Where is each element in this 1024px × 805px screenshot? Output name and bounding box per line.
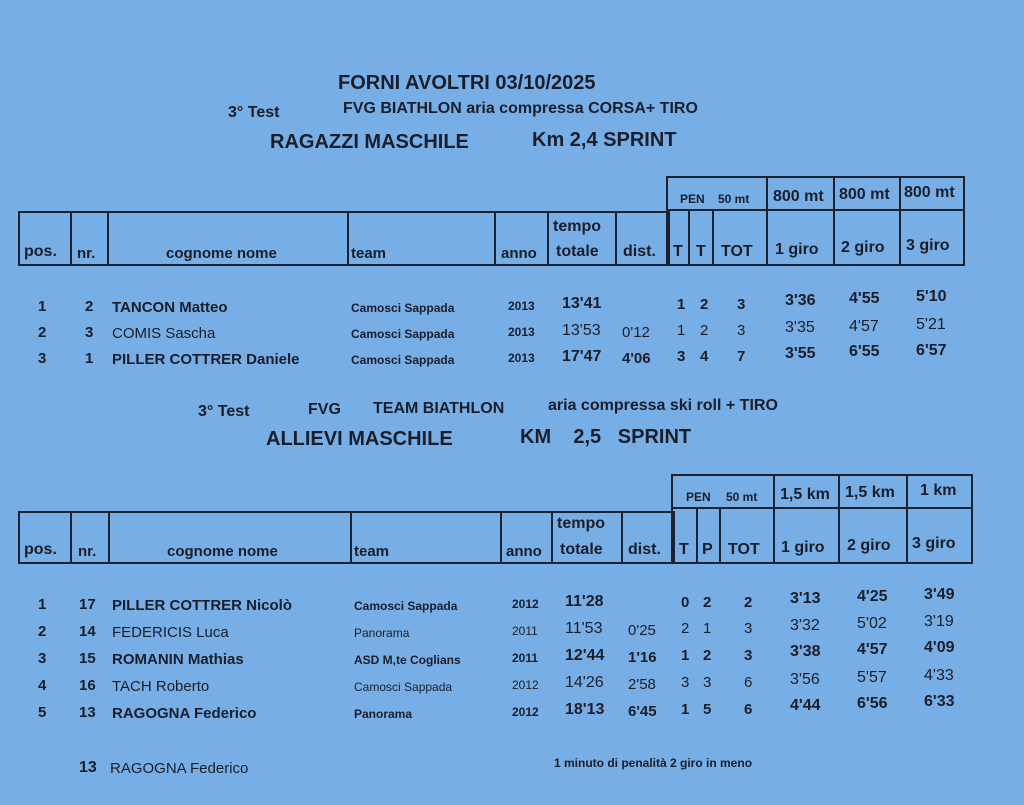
category-title: RAGAZZI MASCHILE [270,131,469,153]
cell-name: TACH Roberto [112,678,210,695]
col-lap1: 1 giro [781,539,825,556]
col-team: team [354,543,390,560]
col-name: cognome nome [167,543,278,560]
footnote-note: 1 minuto di penalità 2 giro in meno [554,756,753,770]
cell-dist: 0'12 [622,324,650,341]
cell-lap1: 3'35 [785,319,815,336]
col-lap3: 3 giro [906,237,950,254]
cell-name: ROMANIN Mathias [112,651,244,668]
cell-lap2: 5'57 [857,669,887,686]
cell-tot: 3 [744,647,753,664]
cell-anno: 2012 [512,597,539,611]
header-divider [671,507,973,509]
col-sep [500,511,502,564]
cell-team: Camosci Sappada [351,327,455,341]
cell-anno: 2013 [508,351,535,365]
cell-team: Camosci Sappada [354,680,453,694]
section2-distance: KM 2,5 SPRINT [520,426,692,448]
cell-lap1: 4'44 [790,697,821,714]
cell-tempo: 11'28 [565,593,604,610]
header-divider [666,209,965,211]
cell-lap2: 6'55 [849,343,880,360]
col-pos: pos. [24,243,57,260]
cell-lap2: 4'25 [857,588,888,605]
cell-team: Camosci Sappada [351,301,455,315]
cell-pos: 2 [38,623,47,640]
cell-anno: 2011 [512,624,538,638]
col-lap2-dist: 800 mt [839,186,890,203]
cell-team: Camosci Sappada [351,353,455,367]
cell-pen1: 3 [677,348,686,365]
cell-tot: 3 [737,322,746,339]
col-sep [347,211,349,266]
cell-name: PILLER COTTRER Nicolò [112,597,292,614]
col-sep [773,474,775,564]
cell-tempo: 13'53 [562,322,601,339]
col-t1: T [673,243,683,260]
section2-category: ALLIEVI MASCHILE [266,428,453,450]
cell-pen1: 0 [681,594,690,611]
cell-anno: 2013 [508,299,535,313]
col-pos: pos. [24,541,57,558]
col-sep [688,209,690,266]
col-sep [696,507,698,564]
cell-pen1: 3 [681,674,690,691]
col-sep [615,211,617,266]
cell-tot: 7 [737,348,746,365]
cell-pen1: 1 [677,296,686,313]
col-sep [551,511,553,564]
col-pen-dist: 50 mt [726,490,758,504]
cell-name: TANCON Matteo [112,299,228,316]
cell-dist: 1'16 [628,649,657,666]
col-nr: nr. [78,543,97,560]
col-sep [673,511,675,564]
col-lap3: 3 giro [912,535,956,552]
cell-pos: 4 [38,677,47,694]
cell-pen1: 1 [681,701,690,718]
col-pen: PEN [686,490,711,504]
col-totale: totale [560,541,603,558]
cell-anno: 2013 [508,325,535,339]
col-sep [906,474,908,564]
cell-lap1: 3'32 [790,617,820,634]
col-totale: totale [556,243,599,260]
cell-nr: 15 [79,650,96,667]
cell-lap3: 5'21 [916,316,946,333]
cell-nr: 16 [79,677,96,694]
col-tempo: tempo [557,515,605,532]
cell-nr: 17 [79,596,96,613]
cell-tot: 6 [744,701,753,718]
cell-lap1: 3'56 [790,671,820,688]
cell-pen1: 1 [681,647,690,664]
col-lap2: 2 giro [841,239,885,256]
col-tot: TOT [728,541,760,558]
cell-pen2: 1 [703,620,712,637]
col-lap1: 1 giro [775,241,819,258]
cell-lap2: 6'56 [857,695,888,712]
cell-nr: 14 [79,623,96,640]
cell-team: Panorama [354,626,410,640]
cell-pen2: 2 [703,647,712,664]
col-sep [712,209,714,266]
test-label: 3° Test [228,104,280,121]
cell-nr: 2 [85,298,94,315]
cell-nr: 3 [85,324,94,341]
cell-anno: 2012 [512,705,539,719]
cell-pos: 1 [38,596,47,613]
col-nr: nr. [77,245,96,262]
cell-tempo: 11'53 [565,620,603,637]
cell-dist: 6'45 [628,703,657,720]
section2-event2: aria compressa ski roll + TIRO [548,397,778,414]
cell-lap1: 3'38 [790,643,821,660]
col-lap1-dist: 1,5 km [780,486,830,503]
col-pen: PEN [680,192,705,206]
cell-team: Panorama [354,707,413,721]
col-sep [70,211,72,266]
cell-pen2: 4 [700,348,709,365]
cell-pen2: 5 [703,701,712,718]
cell-lap3: 4'33 [924,667,954,684]
cell-lap1: 3'13 [790,590,821,607]
cell-pen2: 3 [703,674,712,691]
cell-lap2: 5'02 [857,615,887,632]
distance-title: Km 2,4 SPRINT [532,129,677,151]
col-sep [899,176,901,266]
cell-pen2: 2 [700,322,709,339]
col-sep [350,511,352,564]
col-p: P [702,541,713,558]
cell-lap2: 4'57 [849,318,879,335]
cell-pos: 3 [38,350,47,367]
cell-pen2: 2 [703,594,712,611]
section2-test: 3° Test [198,403,250,420]
cell-pen1: 2 [681,620,690,637]
cell-dist: 2'58 [628,676,656,693]
cell-tot: 2 [744,594,753,611]
cell-pos: 3 [38,650,47,667]
col-team: team [351,245,387,262]
col-anno: anno [501,245,537,262]
cell-lap2: 4'57 [857,641,888,658]
cell-name: COMIS Sascha [112,325,216,342]
col-lap2: 2 giro [847,537,891,554]
section2-event: TEAM BIATHLON [373,400,505,417]
col-dist: dist. [628,541,661,558]
cell-lap1: 3'55 [785,345,816,362]
col-t1: T [679,541,689,558]
cell-lap3: 6'57 [916,342,947,359]
cell-pos: 2 [38,324,47,341]
cell-nr: 1 [85,350,94,367]
col-anno: anno [506,543,542,560]
cell-lap1: 3'36 [785,292,816,309]
cell-name: PILLER COTTRER Daniele [112,351,300,368]
col-tempo: tempo [553,218,601,235]
cell-pen2: 2 [700,296,709,313]
col-sep [621,511,623,564]
col-sep [494,211,496,266]
cell-tot: 3 [737,296,746,313]
col-lap2-dist: 1,5 km [845,484,895,501]
cell-tot: 6 [744,674,753,691]
col-lap1-dist: 800 mt [773,188,824,205]
cell-name: RAGOGNA Federico [112,705,257,722]
col-sep [838,474,840,564]
cell-tempo: 18'13 [565,701,605,718]
cell-nr: 13 [79,704,96,721]
cell-dist: 4'06 [622,350,651,367]
col-name: cognome nome [166,245,277,262]
cell-anno: 2012 [512,678,539,692]
col-sep [547,211,549,266]
cell-tempo: 17'47 [562,348,602,365]
cell-pen1: 1 [677,322,686,339]
col-tot: TOT [721,243,753,260]
col-sep [833,176,835,266]
cell-anno: 2011 [512,651,539,665]
cell-tempo: 12'44 [565,647,605,664]
cell-lap3: 3'19 [924,613,954,630]
col-t2: T [696,243,706,260]
cell-tempo: 13'41 [562,295,602,312]
cell-lap3: 6'33 [924,693,955,710]
section2-fvg: FVG [308,401,341,418]
event-label: FVG BIATHLON aria compressa CORSA+ TIRO [343,100,698,117]
page-title: FORNI AVOLTRI 03/10/2025 [338,72,596,94]
cell-pos: 5 [38,704,47,721]
cell-lap3: 5'10 [916,288,947,305]
cell-tempo: 14'26 [565,674,604,691]
cell-tot: 3 [744,620,753,637]
col-pen-dist: 50 mt [718,192,750,206]
col-sep [108,511,110,564]
cell-pos: 1 [38,298,47,315]
cell-lap3: 4'09 [924,639,955,656]
cell-lap2: 4'55 [849,290,880,307]
cell-team: Camosci Sappada [354,599,458,613]
col-sep [107,211,109,266]
cell-dist: 0'25 [628,622,656,639]
col-sep [668,211,670,266]
col-sep [70,511,72,564]
footnote-name: RAGOGNA Federico [110,760,249,777]
col-sep [766,176,768,266]
cell-name: FEDERICIS Luca [112,624,229,641]
col-dist: dist. [623,243,656,260]
footnote-nr: 13 [79,759,97,776]
cell-lap3: 3'49 [924,586,955,603]
col-lap3-dist: 1 km [920,482,957,499]
col-sep [719,507,721,564]
col-lap3-dist: 800 mt [904,184,955,201]
cell-team: ASD M,te Coglians [354,653,461,667]
